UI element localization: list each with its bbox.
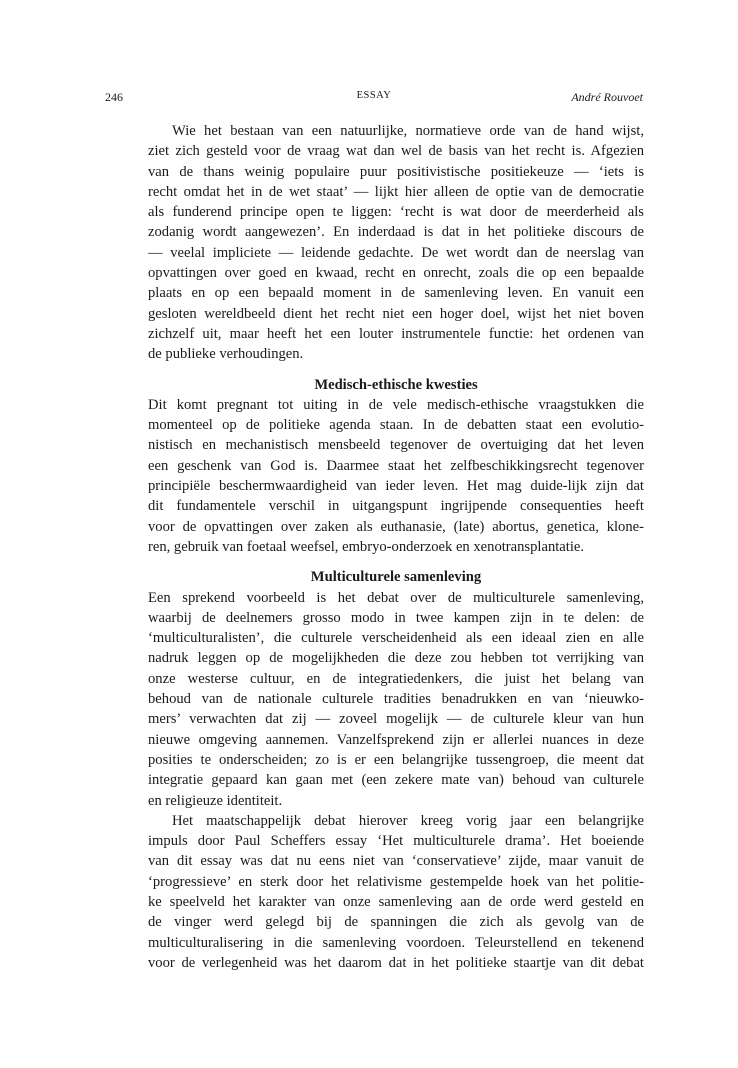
text-line: de publieke verhoudingen. xyxy=(148,346,304,363)
text-line: Wie het bestaan van een natuurlijke, normatieve orde van de hand wijst, xyxy=(172,123,644,139)
text-line: momenteel op de politieke agenda staan. In de debatten staat een evolutio- xyxy=(148,417,644,434)
text-line: de vinger werd gelegd bij de spanningen die zich als gevolg van de xyxy=(148,914,644,931)
text-line: gesloten wereldbeeld dient het recht niet een hoger doel, wijst het niet boven xyxy=(148,305,644,322)
paragraph-medical-ethics xyxy=(148,395,644,557)
section-label: ESSAY xyxy=(356,90,392,101)
text-line: nadruk leggen op de mogelijkheden die deze zou hebben tot verrijking van xyxy=(148,650,644,667)
section-heading-multicultural: Multiculturele samenleving xyxy=(310,569,482,586)
text-line: van dit essay was dat nu eens niet van ‘conservatieve’ zijde, maar vanuit de xyxy=(148,853,644,870)
text-line: van de thans weinig populaire puur positivistische positiekeuze — ‘iets is xyxy=(148,163,644,180)
text-line: zichzelf uit, maar heeft het een louter instrumentele functie: het ordenen van xyxy=(148,325,644,342)
text-line: behoud van de nationale culturele tradities benadrukken en van ‘nieuwko- xyxy=(148,691,644,708)
running-header xyxy=(105,90,643,108)
text-line: en religieuze identiteit. xyxy=(148,792,283,809)
paragraph-scheffer-debate xyxy=(148,811,644,973)
author-name: André Rouvoet xyxy=(571,90,643,104)
text-line: impuls door Paul Scheffers essay ‘Het multiculturele drama’. Het boeiende xyxy=(148,833,644,850)
text-line: mers’ verwachten dat zij — zoveel mogelijk — de culturele kleur van hun xyxy=(148,711,644,728)
section-heading-medical-ethics: Medisch-ethische kwesties xyxy=(314,376,478,393)
text-line: plaats en op een bepaald moment in de samenleving leven. En vanuit een xyxy=(148,285,644,302)
page-number: 246 xyxy=(105,90,123,104)
text-line: voor de opvattingen over zaken als euthanasie, (late) abortus, genetica, klone- xyxy=(148,518,644,535)
text-line: zodanig wordt aangewezen’. En inderdaad is dat in het politieke discours de xyxy=(148,224,644,241)
text-line: als funderend principe open te liggen: ‘recht is wat door de meerderheid als xyxy=(148,204,644,221)
text-line: dit fundamentele verschil in uitgangspunt ingrijpende consequenties heeft xyxy=(148,498,644,515)
text-line: Een sprekend voorbeeld is het debat over de multiculturele samenleving, xyxy=(148,589,644,606)
text-line: een geschenk van God is. Daarmee staat het zelfbeschikkingsrecht tegenover xyxy=(148,457,644,474)
text-line: waarbij de deelnemers grosso modo in twee kampen zijn in te delen: de xyxy=(148,609,644,626)
text-line: integratie gepaard kan gaan met (een zekere mate van) behoud van culturele xyxy=(148,772,644,789)
text-line: ke speelveld het karakter van onze samenleving aan de orde werd gesteld en xyxy=(148,893,644,910)
text-line: ‘multiculturalisten’, die culturele verscheidenheid als een ideaal zien en alle xyxy=(148,630,644,647)
text-line: ziet zich gesteld voor de vraag wat dan wel de basis van het recht is. Afgezien xyxy=(148,143,644,160)
text-line: principiële beschermwaardigheid van ieder leven. Het mag duide-lijk zijn dat xyxy=(148,478,644,495)
text-line: opvattingen over goed en kwaad, recht en onrecht, zoals die op een bepaalde xyxy=(148,265,644,282)
paragraph-democracy xyxy=(148,121,644,365)
text-line: — veelal impliciete — leidende gedachte. De wet wordt dan de neerslag van xyxy=(148,244,644,261)
text-line: voor de verlegenheid was het daarom dat in het politieke staartje van dit debat xyxy=(148,954,644,971)
text-line: recht omdat het in de wet staat’ — lijkt hier alleen de optie van de democratie xyxy=(148,183,644,200)
text-line: multiculturalisering in die samenleving voordoen. Teleurstellend en tekenend xyxy=(148,934,644,951)
paragraph-multicultural xyxy=(148,588,644,811)
text-line: posities te onderscheiden; zo is er een belangrijke tussengroep, die meent dat xyxy=(148,751,644,768)
article-body xyxy=(148,121,644,973)
text-line: Het maatschappelijk debat hierover kreeg vorig jaar een belangrijke xyxy=(172,812,644,829)
text-line: Dit komt pregnant tot uiting in de vele medisch-ethische vraagstukken die xyxy=(148,396,644,413)
text-line: nistisch en mechanistisch mensbeeld tegenover de overtuiging dat het leven xyxy=(148,437,644,454)
text-line: nieuwe omgeving aannemen. Vanzelfsprekend zijn er allerlei nuances in deze xyxy=(148,731,644,748)
text-line: ‘progressieve’ en sterk door het relativisme gestempelde hoek van het politie- xyxy=(148,873,644,890)
text-line: onze westerse cultuur, en de integratiedenkers, die juist het belang van xyxy=(148,670,644,687)
text-line: ren, gebruik van foetaal weefsel, embryo-onderzoek en xenotransplantatie. xyxy=(148,538,585,555)
